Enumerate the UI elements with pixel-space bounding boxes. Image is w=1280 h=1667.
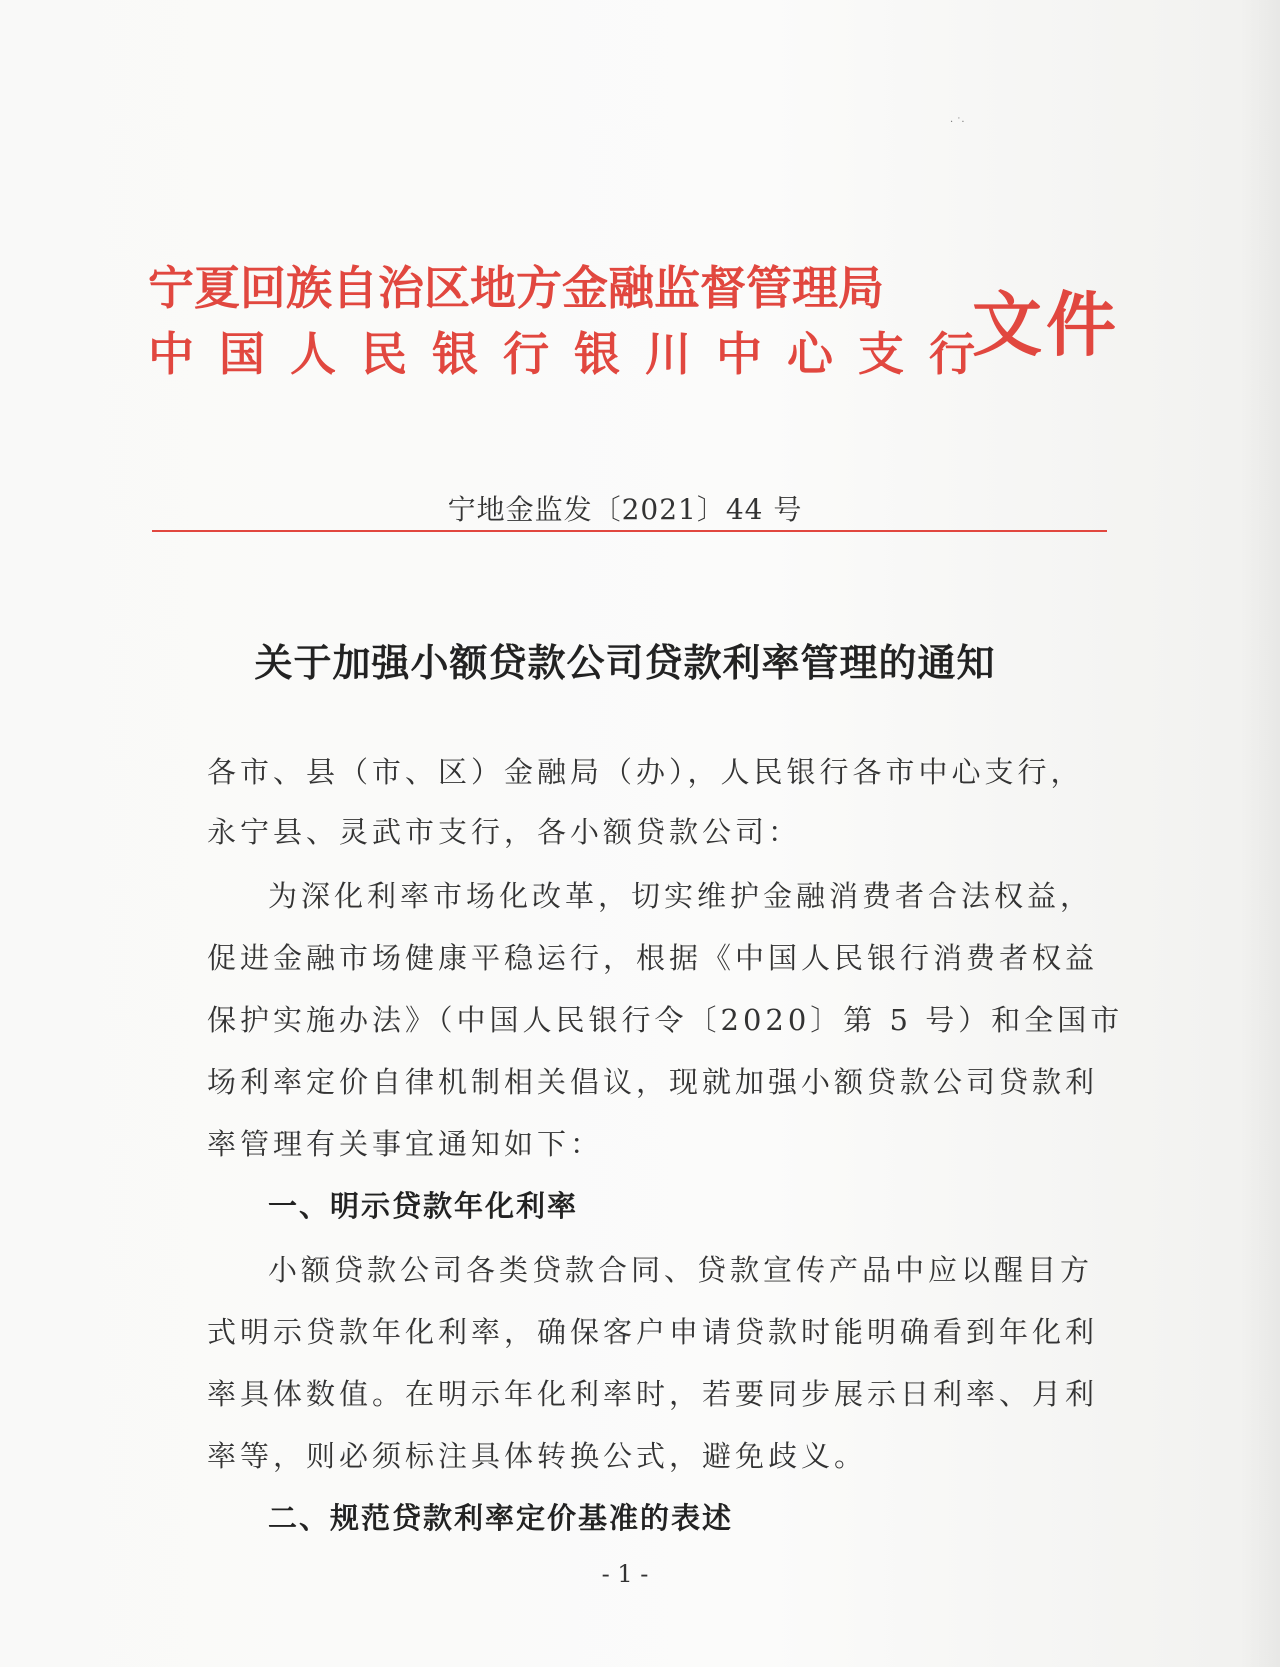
intro-line-3: 保护实施办法》（中国人民银行令〔2020〕第 5 号）和全国市: [207, 1003, 1124, 1037]
file-word: 文件: [972, 284, 1120, 366]
page-edge-shadow: [1240, 0, 1280, 1667]
addressees-line-2: 永宁县、灵武市支行，各小额贷款公司：: [207, 815, 802, 849]
document-number: 宁地金监发〔2021〕44 号: [447, 493, 803, 526]
intro-line-5: 率管理有关事宜通知如下：: [207, 1127, 604, 1161]
section1-line-2: 式明示贷款年化利率，确保客户申请贷款时能明确看到年化利: [207, 1315, 1099, 1349]
intro-line-1: 为深化利率市场化改革，切实维护金融消费者合法权益，: [268, 879, 1094, 913]
intro-line-2: 促进金融市场健康平稳运行，根据《中国人民银行消费者权益: [207, 941, 1099, 975]
section1-line-1: 小额贷款公司各类贷款合同、贷款宣传产品中应以醒目方: [268, 1253, 1094, 1287]
section-heading-2: 二、规范贷款利率定价基准的表述: [268, 1501, 734, 1535]
red-separator-line: [152, 530, 1107, 532]
issuer-line-2: 中国人民银行银川中心支行: [148, 327, 1000, 381]
intro-line-4: 场利率定价自律机制相关倡议，现就加强小额贷款公司贷款利: [207, 1065, 1099, 1099]
section-heading-1: 一、明示贷款年化利率: [268, 1189, 579, 1223]
section1-line-4: 率等，则必须标注具体转换公式，避免歧义。: [207, 1439, 868, 1473]
page-number: - 1 -: [601, 1560, 649, 1588]
addressees-line-1: 各市、县（市、区）金融局（办），人民银行各市中心支行，: [207, 755, 1084, 789]
document-title: 关于加强小额贷款公司贷款利率管理的通知: [254, 640, 996, 685]
section1-line-3: 率具体数值。在明示年化利率时，若要同步展示日利率、月利: [207, 1377, 1099, 1411]
issuer-block: [148, 258, 1000, 384]
issuer-line-1: 宁夏回族自治区地方金融监督管理局: [148, 261, 884, 315]
scan-speck: · ˙·: [950, 117, 965, 128]
